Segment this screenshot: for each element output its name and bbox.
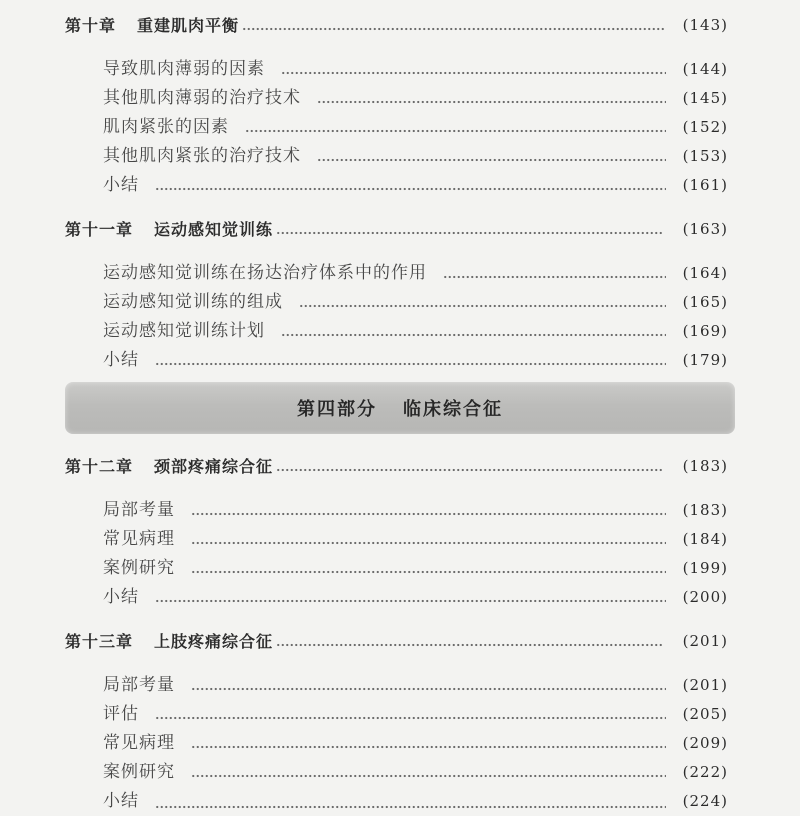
page-number: (224) xyxy=(682,792,728,810)
dot-leader xyxy=(281,333,666,337)
dot-leader xyxy=(317,158,666,162)
dot-leader xyxy=(191,541,666,545)
page-number: (183) xyxy=(682,501,728,519)
entry-title: 其他肌肉薄弱的治疗技术 xyxy=(103,88,301,108)
entry-title: 运动感知觉训练在扬达治疗体系中的作用 xyxy=(103,263,427,283)
dot-leader xyxy=(191,774,666,778)
chapter-row xyxy=(65,11,728,40)
toc-entry xyxy=(65,171,728,200)
toc-entry xyxy=(65,554,728,583)
toc-entry xyxy=(65,729,728,758)
page-number: (209) xyxy=(682,734,728,752)
page-number: (153) xyxy=(682,147,728,165)
dot-leader xyxy=(276,468,664,472)
toc-entry xyxy=(65,55,728,84)
chapter-number: 第十三章 xyxy=(65,632,134,651)
toc-entry xyxy=(65,758,728,787)
dot-leader xyxy=(281,71,666,75)
dot-leader xyxy=(191,745,666,749)
page-number: (201) xyxy=(682,676,728,694)
dot-leader xyxy=(245,129,666,133)
page-number: (201) xyxy=(682,632,728,650)
chapter-row xyxy=(65,215,728,244)
entry-title: 小结 xyxy=(103,350,139,370)
page-number: (184) xyxy=(682,530,728,548)
dot-leader xyxy=(191,512,666,516)
entry-title: 小结 xyxy=(103,175,139,195)
toc-entry xyxy=(65,288,728,317)
chapter-block xyxy=(65,627,728,811)
chapter-title: 重建肌肉平衡 xyxy=(137,16,240,35)
part-number: 第四部分 xyxy=(297,399,377,420)
dot-leader xyxy=(242,27,664,31)
entry-title: 运动感知觉训练计划 xyxy=(103,321,265,341)
dot-leader xyxy=(155,599,666,603)
page-number: (200) xyxy=(682,588,728,606)
toc-entry xyxy=(65,700,728,729)
toc-entry xyxy=(65,317,728,346)
chapter-block xyxy=(65,215,728,375)
entry-title: 运动感知觉训练的组成 xyxy=(103,292,283,312)
page-number: (143) xyxy=(682,16,728,34)
page-number: (179) xyxy=(682,351,728,369)
dot-leader xyxy=(317,100,666,104)
toc-entry xyxy=(65,84,728,113)
page-number: (145) xyxy=(682,89,728,107)
toc-entry xyxy=(65,671,728,700)
chapter-row xyxy=(65,627,728,656)
page-number: (205) xyxy=(682,705,728,723)
toc-entry xyxy=(65,583,728,612)
page-number: (165) xyxy=(682,293,728,311)
entry-title: 常见病理 xyxy=(103,733,175,753)
dot-leader xyxy=(155,187,666,191)
dot-leader xyxy=(276,643,664,647)
page-number: (164) xyxy=(682,264,728,282)
toc-entry xyxy=(65,787,728,811)
toc-entry xyxy=(65,142,728,171)
page-number: (144) xyxy=(682,60,728,78)
dot-leader xyxy=(155,805,666,809)
entry-title: 常见病理 xyxy=(103,529,175,549)
entry-title: 肌肉紧张的因素 xyxy=(103,117,229,137)
dot-leader xyxy=(276,231,664,235)
toc-entry xyxy=(65,259,728,288)
page-number: (161) xyxy=(682,176,728,194)
chapter-title: 运动感知觉训练 xyxy=(154,220,274,239)
chapter-block xyxy=(65,452,728,612)
chapter-block xyxy=(65,11,728,200)
toc-entry xyxy=(65,346,728,375)
part-banner xyxy=(65,382,735,434)
entry-title: 小结 xyxy=(103,791,139,811)
page-number: (152) xyxy=(682,118,728,136)
chapter-number: 第十二章 xyxy=(65,457,134,476)
chapter-number: 第十一章 xyxy=(65,220,134,239)
entry-title: 局部考量 xyxy=(103,675,175,695)
entry-title: 局部考量 xyxy=(103,500,175,520)
toc-entry xyxy=(65,113,728,142)
dot-leader xyxy=(191,570,666,574)
dot-leader xyxy=(299,304,666,308)
entry-title: 评估 xyxy=(103,704,139,724)
chapter-number: 第十章 xyxy=(65,16,117,35)
dot-leader xyxy=(155,716,666,720)
entry-title: 小结 xyxy=(103,587,139,607)
dot-leader xyxy=(155,362,666,366)
toc-entry xyxy=(65,496,728,525)
dot-leader xyxy=(443,275,666,279)
dot-leader xyxy=(191,687,666,691)
part-title: 临床综合征 xyxy=(403,399,503,420)
entry-title: 导致肌肉薄弱的因素 xyxy=(103,59,265,79)
page-number: (199) xyxy=(682,559,728,577)
toc-entry xyxy=(65,525,728,554)
page-number: (183) xyxy=(682,457,728,475)
chapter-title: 上肢疼痛综合征 xyxy=(154,632,274,651)
page-number: (163) xyxy=(682,220,728,238)
chapter-title: 颈部疼痛综合征 xyxy=(154,457,274,476)
page-number: (222) xyxy=(682,763,728,781)
page-number: (169) xyxy=(682,322,728,340)
entry-title: 案例研究 xyxy=(103,558,175,578)
entry-title: 其他肌肉紧张的治疗技术 xyxy=(103,146,301,166)
entry-title: 案例研究 xyxy=(103,762,175,782)
chapter-row xyxy=(65,452,728,481)
